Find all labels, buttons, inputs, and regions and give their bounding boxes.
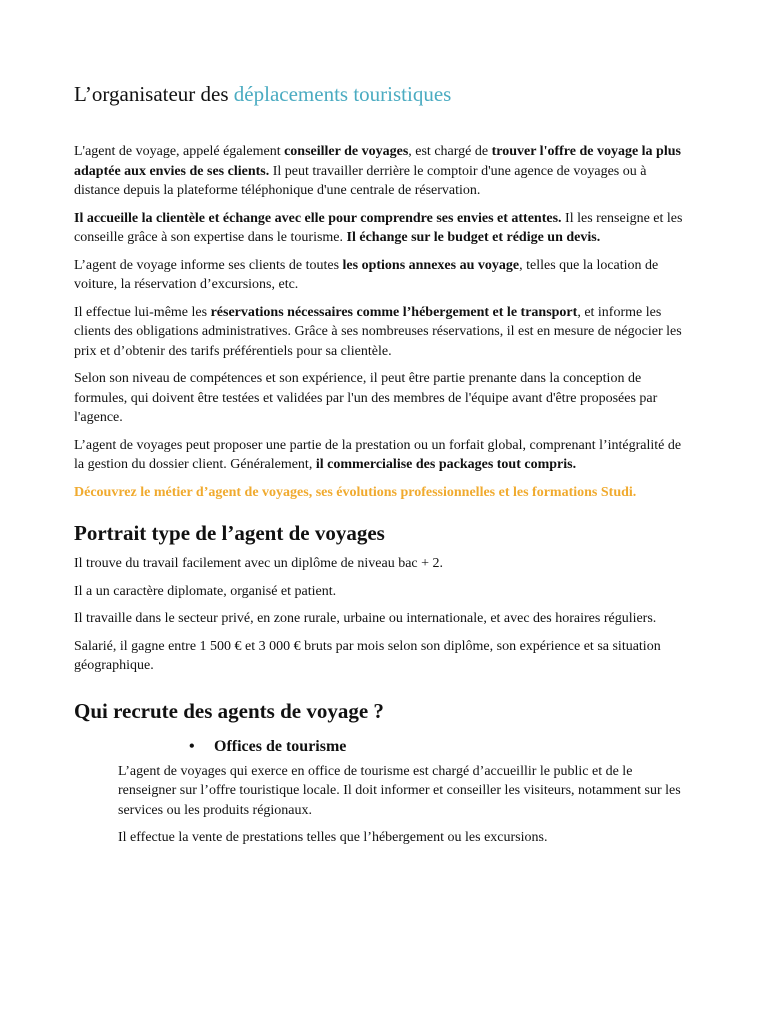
title-accent: déplacements touristiques: [233, 82, 452, 106]
intro-paragraph: [74, 369, 694, 428]
intro-paragraph: [74, 256, 694, 295]
recruit-paragraph: Il effectue la vente de prestations telles que l’hébergement ou les excursions.: [118, 830, 548, 845]
bold-text: Il accueille la clientèle et échange avec elle pour comprendre ses envies et attentes.: [74, 210, 562, 226]
intro-paragraph: [74, 209, 694, 248]
bold-text: réservations nécessaires comme l’hébergement et le transport: [210, 304, 578, 320]
text-run: Il les renseigne et les conseille grâce à son expertise dans le tourisme.: [74, 210, 683, 245]
promo-link[interactable]: Découvrez le métier d’agent de voyages, ses évolutions professionnelles et les formations Studi.: [74, 484, 637, 500]
bullet-icon: •: [189, 737, 195, 755]
portrait-paragraph: Il a un caractère diplomate, organisé et patient.: [74, 583, 337, 599]
bold-text: trouver l'offre de voyage la plus adaptée aux envies de ses clients.: [74, 144, 681, 179]
text-run: , et informe les clients des obligations administratives. Grâce à ses nombreuses réservations, il est en mesure de négocier les prix et d’obtenir des tarifs préférentiels pour sa clientèle.: [74, 304, 682, 359]
text-run: L’agent de voyage informe ses clients de toutes: [74, 257, 343, 273]
text-run: L’agent de voyages peut proposer une partie de la prestation ou un forfait global, comprenant l’intégralité de la gestion du dossier client. Généralement,: [74, 437, 682, 472]
intro-paragraph: [74, 142, 694, 201]
text-run: , est chargé de: [408, 144, 492, 159]
intro-paragraph: [74, 436, 694, 475]
recruit-heading: Qui recrute des agents de voyage ?: [74, 698, 384, 723]
portrait-heading: Portrait type de l’agent de voyages: [74, 521, 385, 545]
text-run: L'agent de voyage, appelé également: [74, 144, 285, 159]
recruit-paragraph: L’agent de voyages qui exerce en office de tourisme est chargé d’accueillir le public et de le renseigner sur l’offre touristique locale. Il doit informer et conseiller les visiteurs, notamment sur les services ou les produits régionaux.: [118, 763, 681, 818]
portrait-paragraph: Il trouve du travail facilement avec un diplôme de niveau bac + 2.: [74, 556, 444, 571]
text-run: , telles que la location de voiture, la réservation d’excursions, etc.: [74, 257, 659, 292]
bold-text: conseiller de voyages: [284, 144, 409, 159]
intro-section: [74, 142, 694, 475]
bullet-label: Offices de tourisme: [214, 737, 347, 755]
portrait-paragraph: Il travaille dans le secteur privé, en zone rurale, urbaine ou internationale, et avec des horaires réguliers.: [74, 611, 657, 626]
page-title: [74, 80, 694, 108]
bold-text: les options annexes au voyage: [342, 257, 520, 273]
title-plain: L’organisateur des: [74, 82, 234, 106]
portrait-section: [74, 554, 694, 676]
bold-text: il commercialise des packages tout compris.: [315, 457, 577, 472]
bullet-item-offices: [74, 736, 694, 758]
text-run: Selon son niveau de compétences et son expérience, il peut être partie prenante dans la conception de formules, qui doivent être testées et validées par l'un des membres de l'équipe avant d'être proposées par l'agence.: [74, 371, 658, 425]
portrait-paragraph: Salarié, il gagne entre 1 500 € et 3 000 € bruts par mois selon son diplôme, son expérience et sa situation géographique.: [74, 638, 661, 673]
recruit-body: [74, 762, 694, 848]
text-run: Il effectue lui-même les: [74, 304, 211, 320]
text-run: Il peut travailler derrière le comptoir d'une agence de voyages ou à distance depuis la plateforme téléphonique d'une centrale de réservation.: [74, 163, 647, 198]
bold-text: Il échange sur le budget et rédige un devis.: [346, 230, 601, 245]
intro-paragraph: [74, 303, 694, 362]
